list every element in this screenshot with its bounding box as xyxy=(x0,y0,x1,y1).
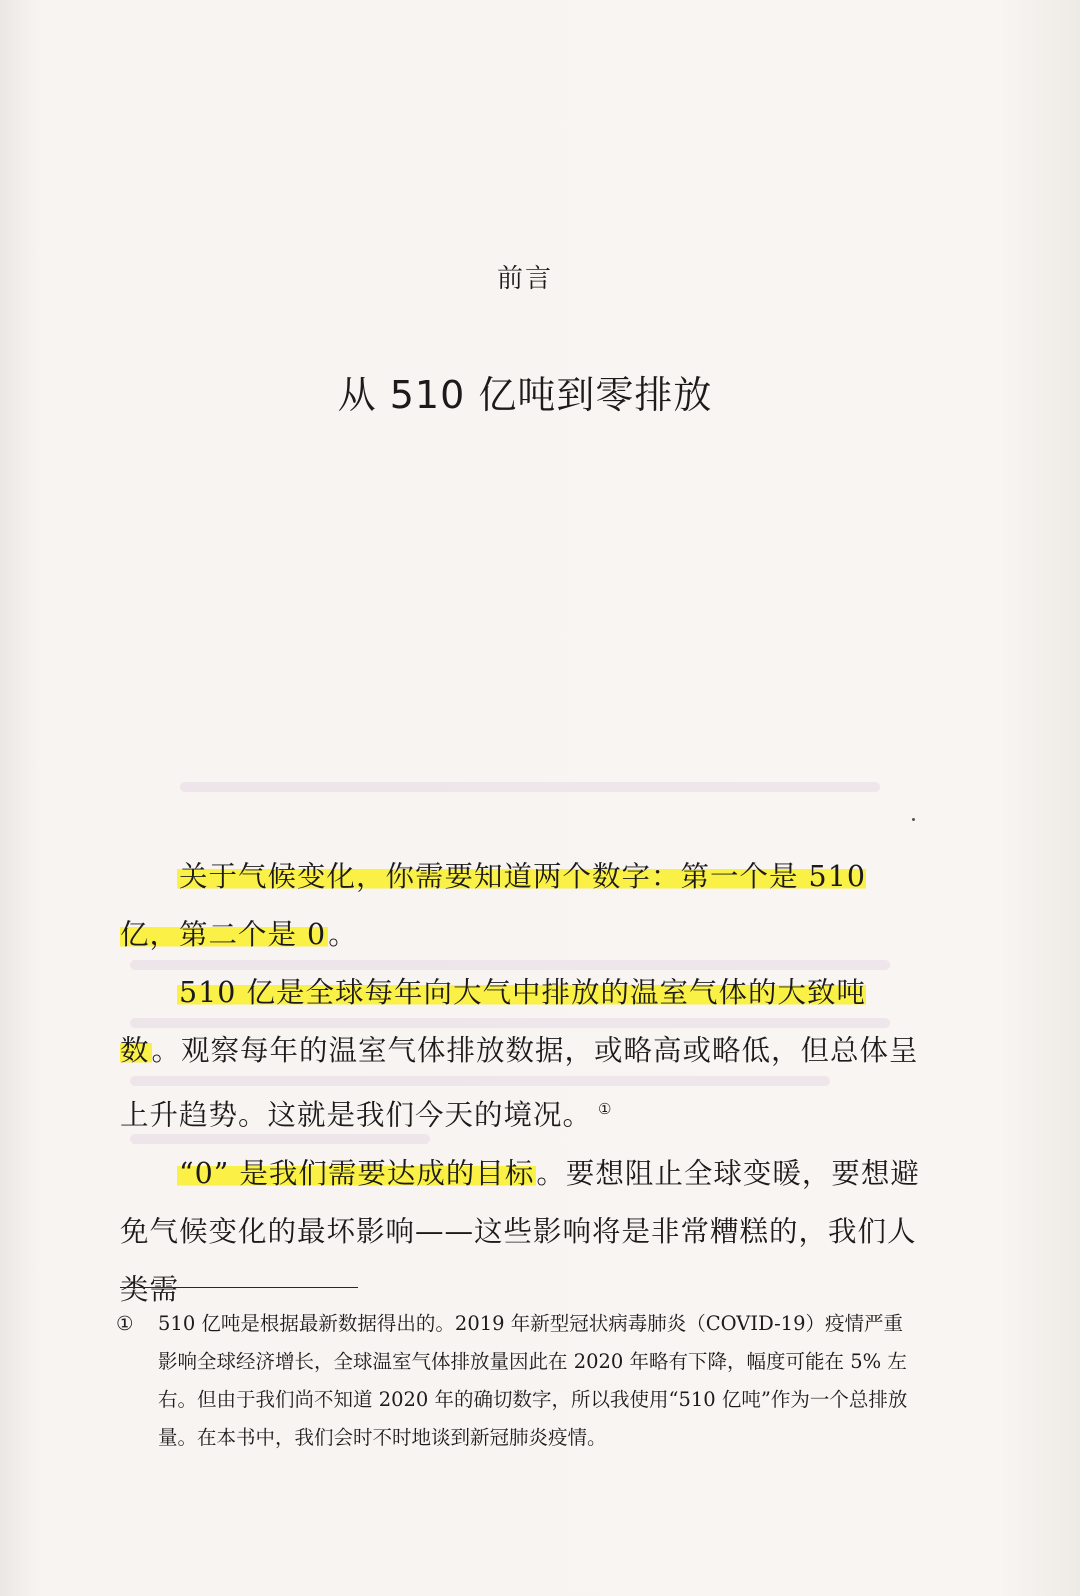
paragraph-text: 。 xyxy=(328,918,358,951)
footnote-divider xyxy=(120,1287,358,1288)
highlighted-text: 关于气候变化，你需要知道两个数字：第一个是 510 亿，第二个是 0 xyxy=(120,860,866,951)
paragraph-text: 。要想阻止全球变暖，要想避免气候变化的最坏影响——这些影响将是非常糟糕的，我们人类需 xyxy=(120,1156,920,1306)
highlighted-text: 510 亿是全球每年向大气中排放的温室气体的大致吨数 xyxy=(120,976,866,1067)
paragraph-2 xyxy=(120,964,920,1145)
chapter-title: 从 510 亿吨到零排放 xyxy=(337,373,713,417)
show-through-line xyxy=(180,782,880,792)
paragraph-3 xyxy=(120,1145,920,1319)
paragraph-1 xyxy=(120,848,920,964)
page-speck xyxy=(912,818,915,821)
section-label: 前言 xyxy=(496,264,553,294)
footnote-text: 510 亿吨是根据最新数据得出的。2019 年新型冠状病毒肺炎（COVID-19）疫情严重影响全球经济增长，全球温室气体排放量因此在 2020 年略有下降，幅度可能在 5% 左右。但由于我们尚不知道 2020 年的确切数字，所以我使用“510 亿吨”作为一个总排放量。在本书中，我们会时不时地谈到新冠肺炎疫情。 xyxy=(158,1312,908,1449)
footnote-mark: ① xyxy=(116,1312,134,1335)
footnote xyxy=(116,1305,916,1457)
paragraph-text: 。观察每年的温室气体排放数据，或略高或略低，但总体呈上升趋势。这就是我们今天的境况。 xyxy=(120,1034,919,1132)
highlighted-text: “0” 是我们需要达成的目标 xyxy=(179,1156,535,1190)
footnote-reference[interactable]: ① xyxy=(598,1100,613,1118)
body-text xyxy=(120,848,920,1319)
